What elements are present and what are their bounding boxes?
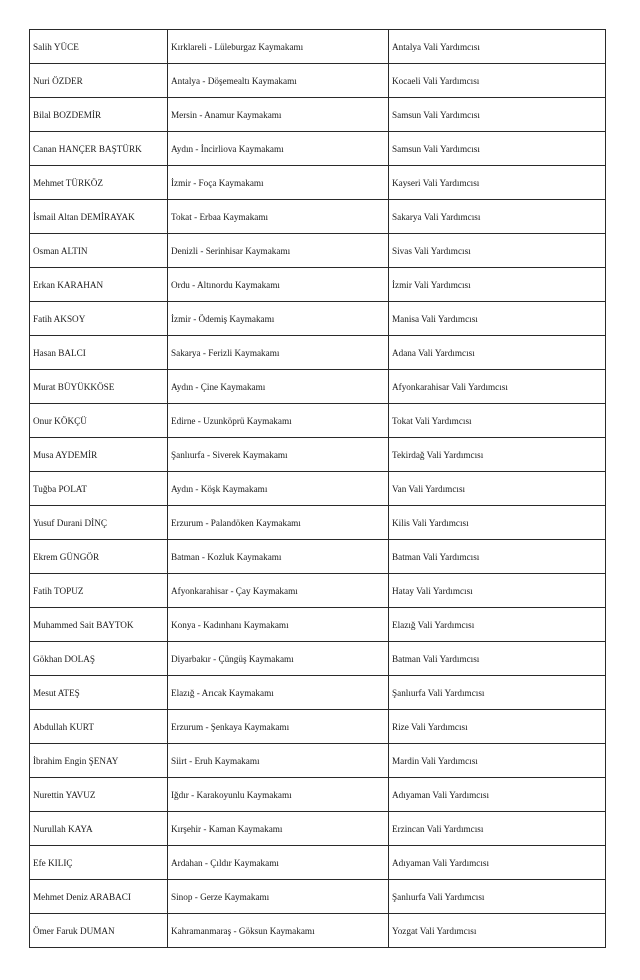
current-post-cell: Konya - Kadınhanı Kaymakamı xyxy=(168,608,389,642)
table-row xyxy=(30,404,606,438)
table-row xyxy=(30,370,606,404)
new-post-cell: Rize Vali Yardımcısı xyxy=(389,710,606,744)
current-post-cell: İzmir - Ödemiş Kaymakamı xyxy=(168,302,389,336)
current-post-cell: Iğdır - Karakoyunlu Kaymakamı xyxy=(168,778,389,812)
new-post-cell: Samsun Vali Yardımcısı xyxy=(389,132,606,166)
name-cell: Tuğba POLAT xyxy=(30,472,168,506)
table-row xyxy=(30,98,606,132)
current-post-cell: Aydın - İncirliova Kaymakamı xyxy=(168,132,389,166)
name-cell: Erkan KARAHAN xyxy=(30,268,168,302)
new-post-cell: Tekirdağ Vali Yardımcısı xyxy=(389,438,606,472)
new-post-cell: Adıyaman Vali Yardımcısı xyxy=(389,846,606,880)
table-row xyxy=(30,914,606,948)
table-row xyxy=(30,336,606,370)
name-cell: Murat BÜYÜKKÖSE xyxy=(30,370,168,404)
new-post-cell: Afyonkarahisar Vali Yardımcısı xyxy=(389,370,606,404)
name-cell: Muhammed Sait BAYTOK xyxy=(30,608,168,642)
current-post-cell: Sakarya - Ferizli Kaymakamı xyxy=(168,336,389,370)
new-post-cell: Kocaeli Vali Yardımcısı xyxy=(389,64,606,98)
current-post-cell: Diyarbakır - Çüngüş Kaymakamı xyxy=(168,642,389,676)
name-cell: İbrahim Engin ŞENAY xyxy=(30,744,168,778)
name-cell: Hasan BALCI xyxy=(30,336,168,370)
table-row xyxy=(30,268,606,302)
table-row xyxy=(30,506,606,540)
table-row xyxy=(30,608,606,642)
name-cell: Mesut ATEŞ xyxy=(30,676,168,710)
new-post-cell: Sakarya Vali Yardımcısı xyxy=(389,200,606,234)
new-post-cell: Yozgat Vali Yardımcısı xyxy=(389,914,606,948)
new-post-cell: Kayseri Vali Yardımcısı xyxy=(389,166,606,200)
appointments-table-body xyxy=(30,30,606,948)
name-cell: Nurullah KAYA xyxy=(30,812,168,846)
new-post-cell: Adana Vali Yardımcısı xyxy=(389,336,606,370)
new-post-cell: Hatay Vali Yardımcısı xyxy=(389,574,606,608)
appointments-table xyxy=(29,29,606,948)
current-post-cell: Ardahan - Çıldır Kaymakamı xyxy=(168,846,389,880)
table-row xyxy=(30,574,606,608)
new-post-cell: Adıyaman Vali Yardımcısı xyxy=(389,778,606,812)
table-row xyxy=(30,540,606,574)
name-cell: İsmail Altan DEMİRAYAK xyxy=(30,200,168,234)
new-post-cell: Şanlıurfa Vali Yardımcısı xyxy=(389,880,606,914)
name-cell: Ekrem GÜNGÖR xyxy=(30,540,168,574)
new-post-cell: Batman Vali Yardımcısı xyxy=(389,540,606,574)
table-row xyxy=(30,200,606,234)
table-row xyxy=(30,642,606,676)
table-row xyxy=(30,744,606,778)
new-post-cell: Van Vali Yardımcısı xyxy=(389,472,606,506)
new-post-cell: Samsun Vali Yardımcısı xyxy=(389,98,606,132)
new-post-cell: Batman Vali Yardımcısı xyxy=(389,642,606,676)
name-cell: Onur KÖKÇÜ xyxy=(30,404,168,438)
new-post-cell: Şanlıurfa Vali Yardımcısı xyxy=(389,676,606,710)
current-post-cell: Edirne - Uzunköprü Kaymakamı xyxy=(168,404,389,438)
current-post-cell: Ordu - Altınordu Kaymakamı xyxy=(168,268,389,302)
table-row xyxy=(30,472,606,506)
current-post-cell: Erzurum - Şenkaya Kaymakamı xyxy=(168,710,389,744)
current-post-cell: Tokat - Erbaa Kaymakamı xyxy=(168,200,389,234)
current-post-cell: Kırşehir - Kaman Kaymakamı xyxy=(168,812,389,846)
name-cell: Mehmet Deniz ARABACI xyxy=(30,880,168,914)
table-row xyxy=(30,30,606,64)
current-post-cell: İzmir - Foça Kaymakamı xyxy=(168,166,389,200)
current-post-cell: Mersin - Anamur Kaymakamı xyxy=(168,98,389,132)
new-post-cell: Antalya Vali Yardımcısı xyxy=(389,30,606,64)
name-cell: Abdullah KURT xyxy=(30,710,168,744)
name-cell: Canan HANÇER BAŞTÜRK xyxy=(30,132,168,166)
table-row xyxy=(30,438,606,472)
current-post-cell: Siirt - Eruh Kaymakamı xyxy=(168,744,389,778)
current-post-cell: Aydın - Köşk Kaymakamı xyxy=(168,472,389,506)
table-row xyxy=(30,64,606,98)
new-post-cell: Elazığ Vali Yardımcısı xyxy=(389,608,606,642)
table-row xyxy=(30,812,606,846)
new-post-cell: Kilis Vali Yardımcısı xyxy=(389,506,606,540)
table-row xyxy=(30,846,606,880)
name-cell: Osman ALTIN xyxy=(30,234,168,268)
current-post-cell: Denizli - Serinhisar Kaymakamı xyxy=(168,234,389,268)
current-post-cell: Afyonkarahisar - Çay Kaymakamı xyxy=(168,574,389,608)
current-post-cell: Elazığ - Arıcak Kaymakamı xyxy=(168,676,389,710)
name-cell: Bilal BOZDEMİR xyxy=(30,98,168,132)
current-post-cell: Antalya - Döşemealtı Kaymakamı xyxy=(168,64,389,98)
table-row xyxy=(30,302,606,336)
new-post-cell: Sivas Vali Yardımcısı xyxy=(389,234,606,268)
name-cell: Nurettin YAVUZ xyxy=(30,778,168,812)
new-post-cell: İzmir Vali Yardımcısı xyxy=(389,268,606,302)
current-post-cell: Aydın - Çine Kaymakamı xyxy=(168,370,389,404)
name-cell: Musa AYDEMİR xyxy=(30,438,168,472)
name-cell: Fatih TOPUZ xyxy=(30,574,168,608)
current-post-cell: Sinop - Gerze Kaymakamı xyxy=(168,880,389,914)
name-cell: Mehmet TÜRKÖZ xyxy=(30,166,168,200)
table-row xyxy=(30,880,606,914)
new-post-cell: Tokat Vali Yardımcısı xyxy=(389,404,606,438)
new-post-cell: Manisa Vali Yardımcısı xyxy=(389,302,606,336)
current-post-cell: Şanlıurfa - Siverek Kaymakamı xyxy=(168,438,389,472)
name-cell: Ömer Faruk DUMAN xyxy=(30,914,168,948)
name-cell: Nuri ÖZDER xyxy=(30,64,168,98)
name-cell: Salih YÜCE xyxy=(30,30,168,64)
name-cell: Gökhan DOLAŞ xyxy=(30,642,168,676)
current-post-cell: Batman - Kozluk Kaymakamı xyxy=(168,540,389,574)
name-cell: Efe KILIÇ xyxy=(30,846,168,880)
table-row xyxy=(30,676,606,710)
table-row xyxy=(30,234,606,268)
name-cell: Fatih AKSOY xyxy=(30,302,168,336)
current-post-cell: Erzurum - Palandöken Kaymakamı xyxy=(168,506,389,540)
new-post-cell: Mardin Vali Yardımcısı xyxy=(389,744,606,778)
table-row xyxy=(30,710,606,744)
table-row xyxy=(30,166,606,200)
current-post-cell: Kırklareli - Lüleburgaz Kaymakamı xyxy=(168,30,389,64)
new-post-cell: Erzincan Vali Yardımcısı xyxy=(389,812,606,846)
table-row xyxy=(30,778,606,812)
current-post-cell: Kahramanmaraş - Göksun Kaymakamı xyxy=(168,914,389,948)
name-cell: Yusuf Durani DİNÇ xyxy=(30,506,168,540)
table-row xyxy=(30,132,606,166)
